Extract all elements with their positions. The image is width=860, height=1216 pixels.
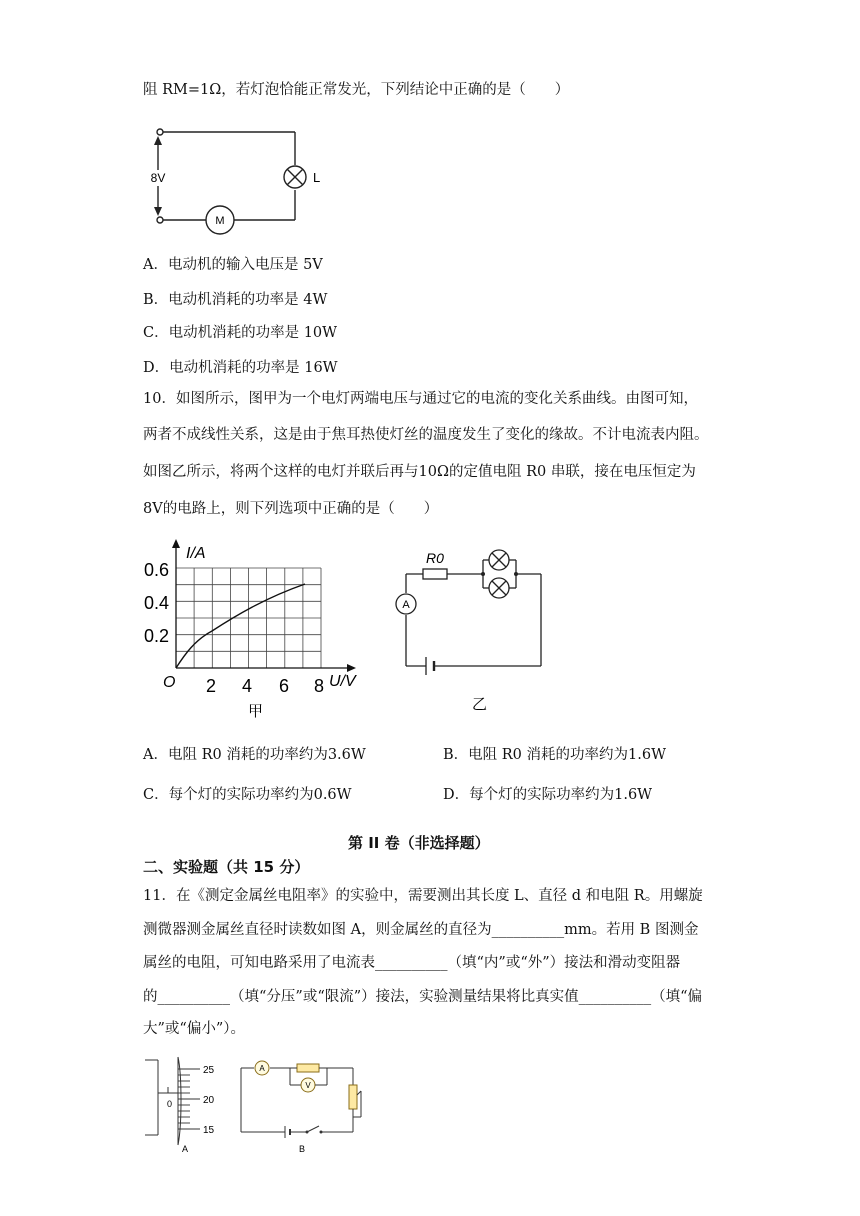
q11-fig-a-label: A bbox=[182, 1144, 189, 1154]
q9-option-a: A．电动机的输入电压是 5V bbox=[143, 257, 323, 273]
q10-y-tick-0.4: 0.4 bbox=[144, 593, 170, 613]
q10-y-tick-0.2: 0.2 bbox=[144, 626, 170, 646]
q10-origin-label: O bbox=[163, 674, 176, 691]
q10-circuit-caption: 乙 bbox=[472, 696, 488, 713]
q10-x-tick-2: 2 bbox=[206, 676, 217, 696]
q9-stem: 阻 RM=1Ω，若灯泡恰能正常发光，下列结论中正确的是（ ） bbox=[143, 82, 570, 98]
q9-option-b: B．电动机消耗的功率是 4W bbox=[143, 292, 328, 308]
q10-line-4: 8V的电路上，则下列选项中正确的是（ ） bbox=[143, 501, 439, 517]
q9-lamp-label: L bbox=[313, 170, 321, 185]
q11-voltmeter-label: V bbox=[305, 1081, 311, 1090]
q11-ammeter-label: A bbox=[259, 1064, 265, 1073]
volume-title: 第 II 卷（非选择题） bbox=[348, 834, 490, 852]
q11-line-1: 11．在《测定金属丝电阻率》的实验中，需要测出其长度 L、直径 d 和电阻 R。用螺旋 bbox=[143, 888, 703, 904]
q9-option-c: C．电动机消耗的功率是 10W bbox=[143, 325, 338, 341]
q10-circuit-diagram bbox=[390, 540, 560, 715]
q10-line-3: 如图乙所示，将两个这样的电灯并联后再与10Ω的定值电阻 R0 串联，接在电压恒定为 bbox=[143, 464, 696, 480]
q11-scale-15: 15 bbox=[203, 1125, 215, 1136]
q11-scale-zero: 0 bbox=[167, 1099, 173, 1109]
q10-x-axis-label: U/V bbox=[329, 673, 356, 690]
q10-ammeter-label: A bbox=[402, 599, 410, 611]
q11-line-4: 的__________（填“分压”或“限流”）接法，实验测量结果将比真实值__________（填“偏 bbox=[143, 989, 703, 1005]
q9-voltage-label: 8V bbox=[150, 171, 166, 185]
q10-r0-label: R0 bbox=[426, 550, 444, 566]
q10-iu-graph bbox=[140, 536, 380, 726]
q10-x-tick-4: 4 bbox=[242, 676, 253, 696]
part-title: 二、实验题（共 15 分） bbox=[143, 858, 310, 876]
q10-x-tick-8: 8 bbox=[314, 676, 325, 696]
q9-option-d: D．电动机消耗的功率是 16W bbox=[143, 360, 338, 376]
q11-circuit-figure bbox=[235, 1055, 375, 1155]
q11-scale-20: 20 bbox=[203, 1095, 215, 1106]
q11-micrometer-figure bbox=[140, 1055, 230, 1155]
q10-option-d: D．每个灯的实际功率约为1.6W bbox=[443, 787, 653, 803]
q10-option-b: B．电阻 R0 消耗的功率约为1.6W bbox=[443, 747, 666, 763]
q10-graph-caption: 甲 bbox=[248, 703, 264, 720]
q11-scale-25: 25 bbox=[203, 1065, 215, 1076]
q10-y-axis-label: I/A bbox=[186, 545, 206, 562]
q11-line-3: 属丝的电阻，可知电路采用了电流表__________（填“内”或“外”）接法和滑动变阻器 bbox=[143, 955, 681, 971]
q11-line-2: 测微器测金属丝直径时读数如图 A，则金属丝的直径为__________mm。若用 B 图测金 bbox=[143, 922, 699, 938]
q10-line-2: 两者不成线性关系，这是由于焦耳热使灯丝的温度发生了变化的缘故。不计电流表内阻。 bbox=[143, 427, 709, 443]
q9-circuit-diagram bbox=[140, 120, 340, 240]
q10-line-1: 10．如图所示，图甲为一个电灯两端电压与通过它的电流的变化关系曲线。由图可知， bbox=[143, 391, 698, 407]
q10-y-tick-0.6: 0.6 bbox=[144, 560, 170, 580]
q11-line-5: 大”或“偏小”）。 bbox=[143, 1021, 245, 1037]
q10-option-a: A．电阻 R0 消耗的功率约为3.6W bbox=[143, 747, 366, 763]
q9-motor-label: M bbox=[215, 215, 225, 227]
q11-fig-b-label: B bbox=[299, 1144, 306, 1154]
q10-x-tick-6: 6 bbox=[279, 676, 290, 696]
q10-option-c: C．每个灯的实际功率约为0.6W bbox=[143, 787, 352, 803]
